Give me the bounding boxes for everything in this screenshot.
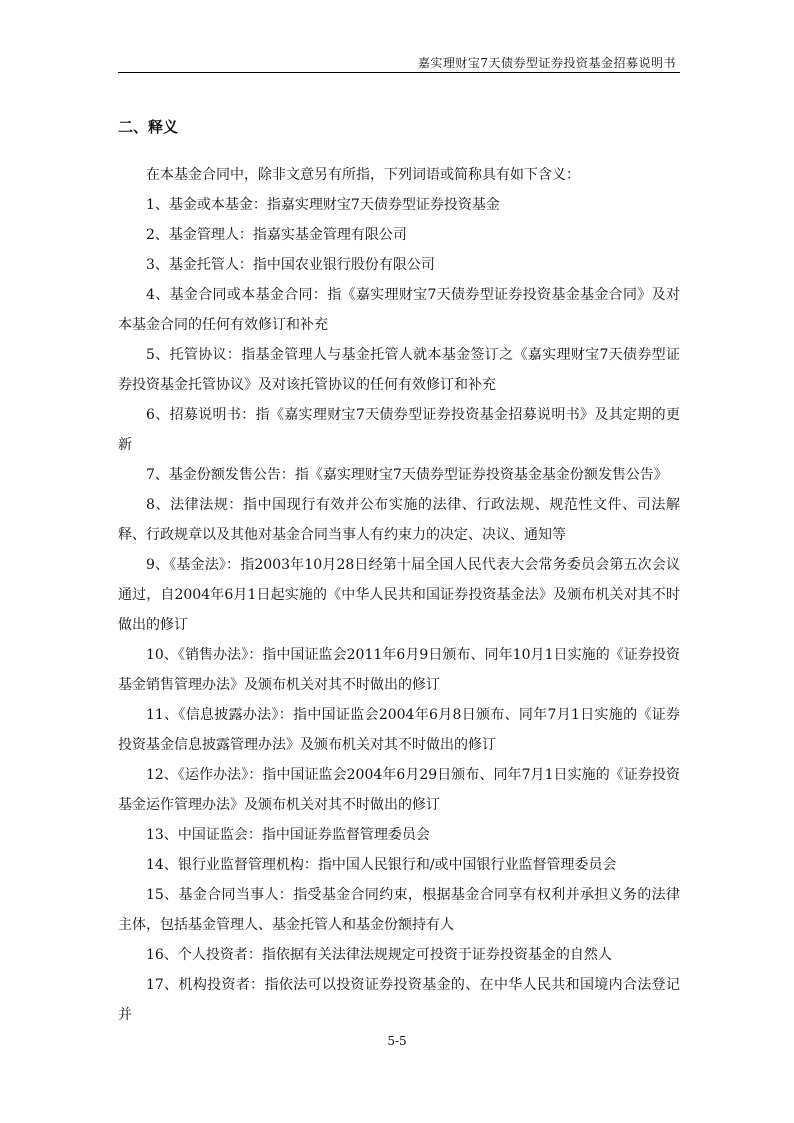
page-number: 5-5 [387,1034,407,1048]
definition-item: 12、《运作办法》：指中国证监会2004年6月29日颁布、同年7月1日实施的《证券投资基金运作管理办法》及颁布机关对其不时做出的修订 [118,767,680,813]
definition-item: 5、托管协议：指基金管理人与基金托管人就本基金签订之《嘉实理财宝7天债券型证券投资基金托管协议》及对该托管协议的任何有效修订和补充 [118,347,680,393]
definition-item: 16、个人投资者：指依据有关法律法规规定可投资于证券投资基金的自然人 [146,947,612,963]
definition-item: 10、《销售办法》：指中国证监会2011年6月9日颁布、同年10月1日实施的《证券投资基金销售管理办法》及颁布机关对其不时做出的修订 [118,647,680,693]
definition-item: 9、《基金法》：指2003年10月28日经第十届全国人民代表大会常务委员会第五次会议通过，自2004年6月1日起实施的《中华人民共和国证券投资基金法》及颁布机关对其不时做出的修订 [118,557,680,633]
document-title: 嘉实理财宝7天债券型证券投资基金招募说明书 [417,56,676,70]
definition-item: 8、法律法规：指中国现行有效并公布实施的法律、行政法规、规范性文件、司法解释、行政规章以及其他对基金合同当事人有约束力的决定、决议、通知等 [118,497,680,543]
definition-item: 13、中国证监会：指中国证券监督管理委员会 [146,827,430,843]
definition-item: 3、基金托管人：指中国农业银行股份有限公司 [146,257,435,273]
definition-item: 4、基金合同或本基金合同：指《嘉实理财宝7天债券型证券投资基金基金合同》及对本基金合同的任何有效修订和补充 [118,287,680,333]
definition-item: 11、《信息披露办法》：指中国证监会2004年6月8日颁布、同年7月1日实施的《证券投资基金信息披露管理办法》及颁布机关对其不时做出的修订 [118,707,680,753]
definition-item: 6、招募说明书：指《嘉实理财宝7天债券型证券投资基金招募说明书》及其定期的更新 [118,407,680,453]
definition-item: 2、基金管理人：指嘉实基金管理有限公司 [146,227,407,243]
definition-item: 15、基金合同当事人：指受基金合同约束，根据基金合同享有权利并承担义务的法律主体，包括基金管理人、基金托管人和基金份额持有人 [118,887,680,933]
intro-paragraph: 在本基金合同中，除非文意另有所指，下列词语或简称具有如下含义： [146,167,580,183]
page-header [118,52,680,73]
definition-item: 1、基金或本基金：指嘉实理财宝7天债券型证券投资基金 [146,197,500,213]
definition-item: 17、机构投资者：指依法可以投资证券投资基金的、在中华人民共和国境内合法登记并 [118,977,680,1023]
section-heading: 二、释义 [118,118,179,136]
definition-item: 7、基金份额发售公告：指《嘉实理财宝7天债券型证券投资基金基金份额发售公告》 [146,467,668,483]
definition-item: 14、银行业监督管理机构：指中国人民银行和/或中国银行业监督管理委员会 [146,857,617,873]
definitions-body [118,160,680,1030]
